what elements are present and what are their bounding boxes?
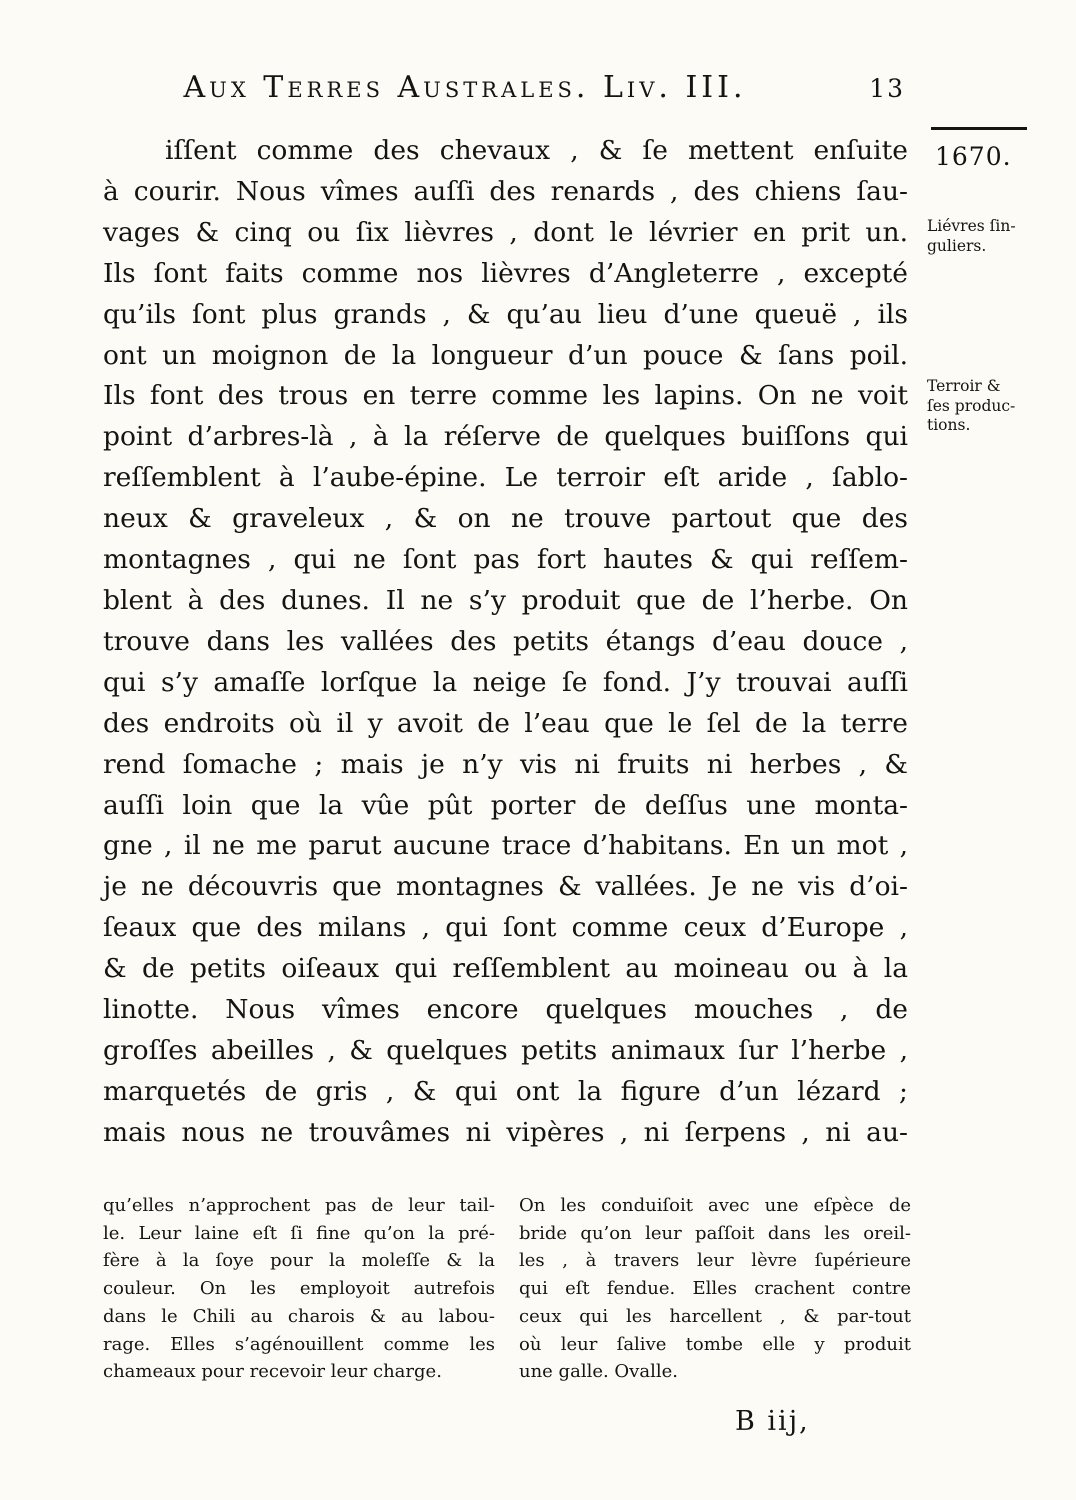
page-number: 13 [869,74,905,103]
text-line: vages & cinq ou ſix lièvres , dont le lévrier en prit un. [103,216,908,248]
margin-column [925,0,1055,1500]
text-line: qu’elles n’approchent pas de leur tail- [103,1195,495,1216]
text-line: Ils font des trous en terre comme les lapins. On ne voit [103,380,908,412]
text-line: montagnes , qui ne ſont pas fort hautes & qui reſſem- [103,544,908,576]
margin-year: 1670. [935,142,1012,171]
text-line: des endroits où il y avoit de l’eau que le ſel de la terre [103,707,908,739]
main-text-block [103,131,908,1154]
margin-rule [931,127,1027,130]
signature-mark: B iij, [735,1406,810,1437]
text-line: & de petits oiſeaux qui reſſemblent au moineau ou à la [103,953,908,985]
running-head [105,70,905,105]
text-line: guliers. [927,236,987,255]
text-line: à courir. Nous vîmes auſſi des renards , des chiens ſau- [103,175,908,207]
text-line: groſſes abeilles , & quelques petits animaux ſur l’herbe , [103,1034,908,1066]
text-line: chameaux pour recevoir leur charge. [103,1361,442,1383]
text-line: blent à des dunes. Il ne s’y produit que de l’herbe. On [103,584,908,616]
footnote-column-left [103,1192,495,1386]
text-line: point d’arbres-là , à la réſerve de quelques buiſſons qui [103,421,908,453]
text-line: tions. [927,416,971,434]
text-line: bride qu’on leur paſſoit dans les oreil- [519,1222,911,1244]
text-line: fère à la ſoye pour la moleſſe & la [103,1250,495,1272]
text-line: qui eſt fendue. Elles crachent contre [519,1278,911,1300]
text-line: Ils ſont faits comme nos lièvres d’Angleterre , excepté [103,257,908,289]
text-line: auſſi loin que la vûe pût porter de deſſus une monta- [103,789,908,821]
text-line: ceux qui les harcellent , & par-tout [519,1305,911,1327]
text-line: qui s’y amaſſe lorſque la neige ſe fond. J’y trouvai auſſi [103,666,908,698]
text-line: qu’ils ſont plus grands , & qu’au lieu d’une queuë , ils [103,298,908,330]
text-line: Terroir & [927,377,1001,395]
footnote-column-right [519,1192,911,1386]
text-line: le. Leur laine eſt ſi fine qu’on la pré- [103,1222,495,1244]
text-line: linotte. Nous vîmes encore quelques mouches , de [103,994,908,1026]
text-line: rend ſomache ; mais je n’y vis ni fruits ni herbes , & [103,748,908,780]
text-line: marquetés de gris , & qui ont la figure d’un lézard ; [103,1075,908,1107]
page-header-title: Aux Terres Australes. Liv. III. [183,70,747,105]
text-line: iſſent comme des chevaux , & ſe mettent enſuite [165,135,908,166]
text-line: je ne découvris que montagnes & vallées. Je ne vis d’oi- [103,871,908,903]
text-line: trouve dans les vallées des petits étangs d’eau douce , [103,625,908,657]
text-line: mais nous ne trouvâmes ni vipères , ni ſerpens , ni au- [103,1116,908,1148]
text-line: ſeaux que des milans , qui ſont comme ceux d’Europe , [103,912,908,944]
margin-note-hares [927,217,1049,256]
text-line: les , à travers leur lèvre ſupérieure [519,1250,911,1272]
text-line: rage. Elles s’agénouillent comme les [103,1333,495,1355]
text-line: où leur ſalive tombe elle y produit [519,1333,911,1355]
text-line: ont un moignon de la longueur d’un pouce & ſans poil. [103,339,908,371]
text-line: Liévres ſin- [927,217,1016,235]
text-line: neux & graveleux , & on ne trouve partout que des [103,503,908,535]
text-line: une galle. Ovalle. [519,1361,678,1383]
text-line: couleur. On les employoit autrefois [103,1278,495,1300]
text-line: reſſemblent à l’aube-épine. Le terroir eſt aride , ſablo- [103,462,908,494]
text-line: gne , il ne me parut aucune trace d’habitans. En un mot , [103,830,908,862]
text-line: On les conduiſoit avec une eſpèce de [519,1195,911,1216]
margin-note-terroir [927,377,1049,436]
text-line: ſes produc- [927,396,1016,415]
footnotes-section [103,1192,911,1386]
text-line: dans le Chili au charois & au labou- [103,1305,495,1327]
